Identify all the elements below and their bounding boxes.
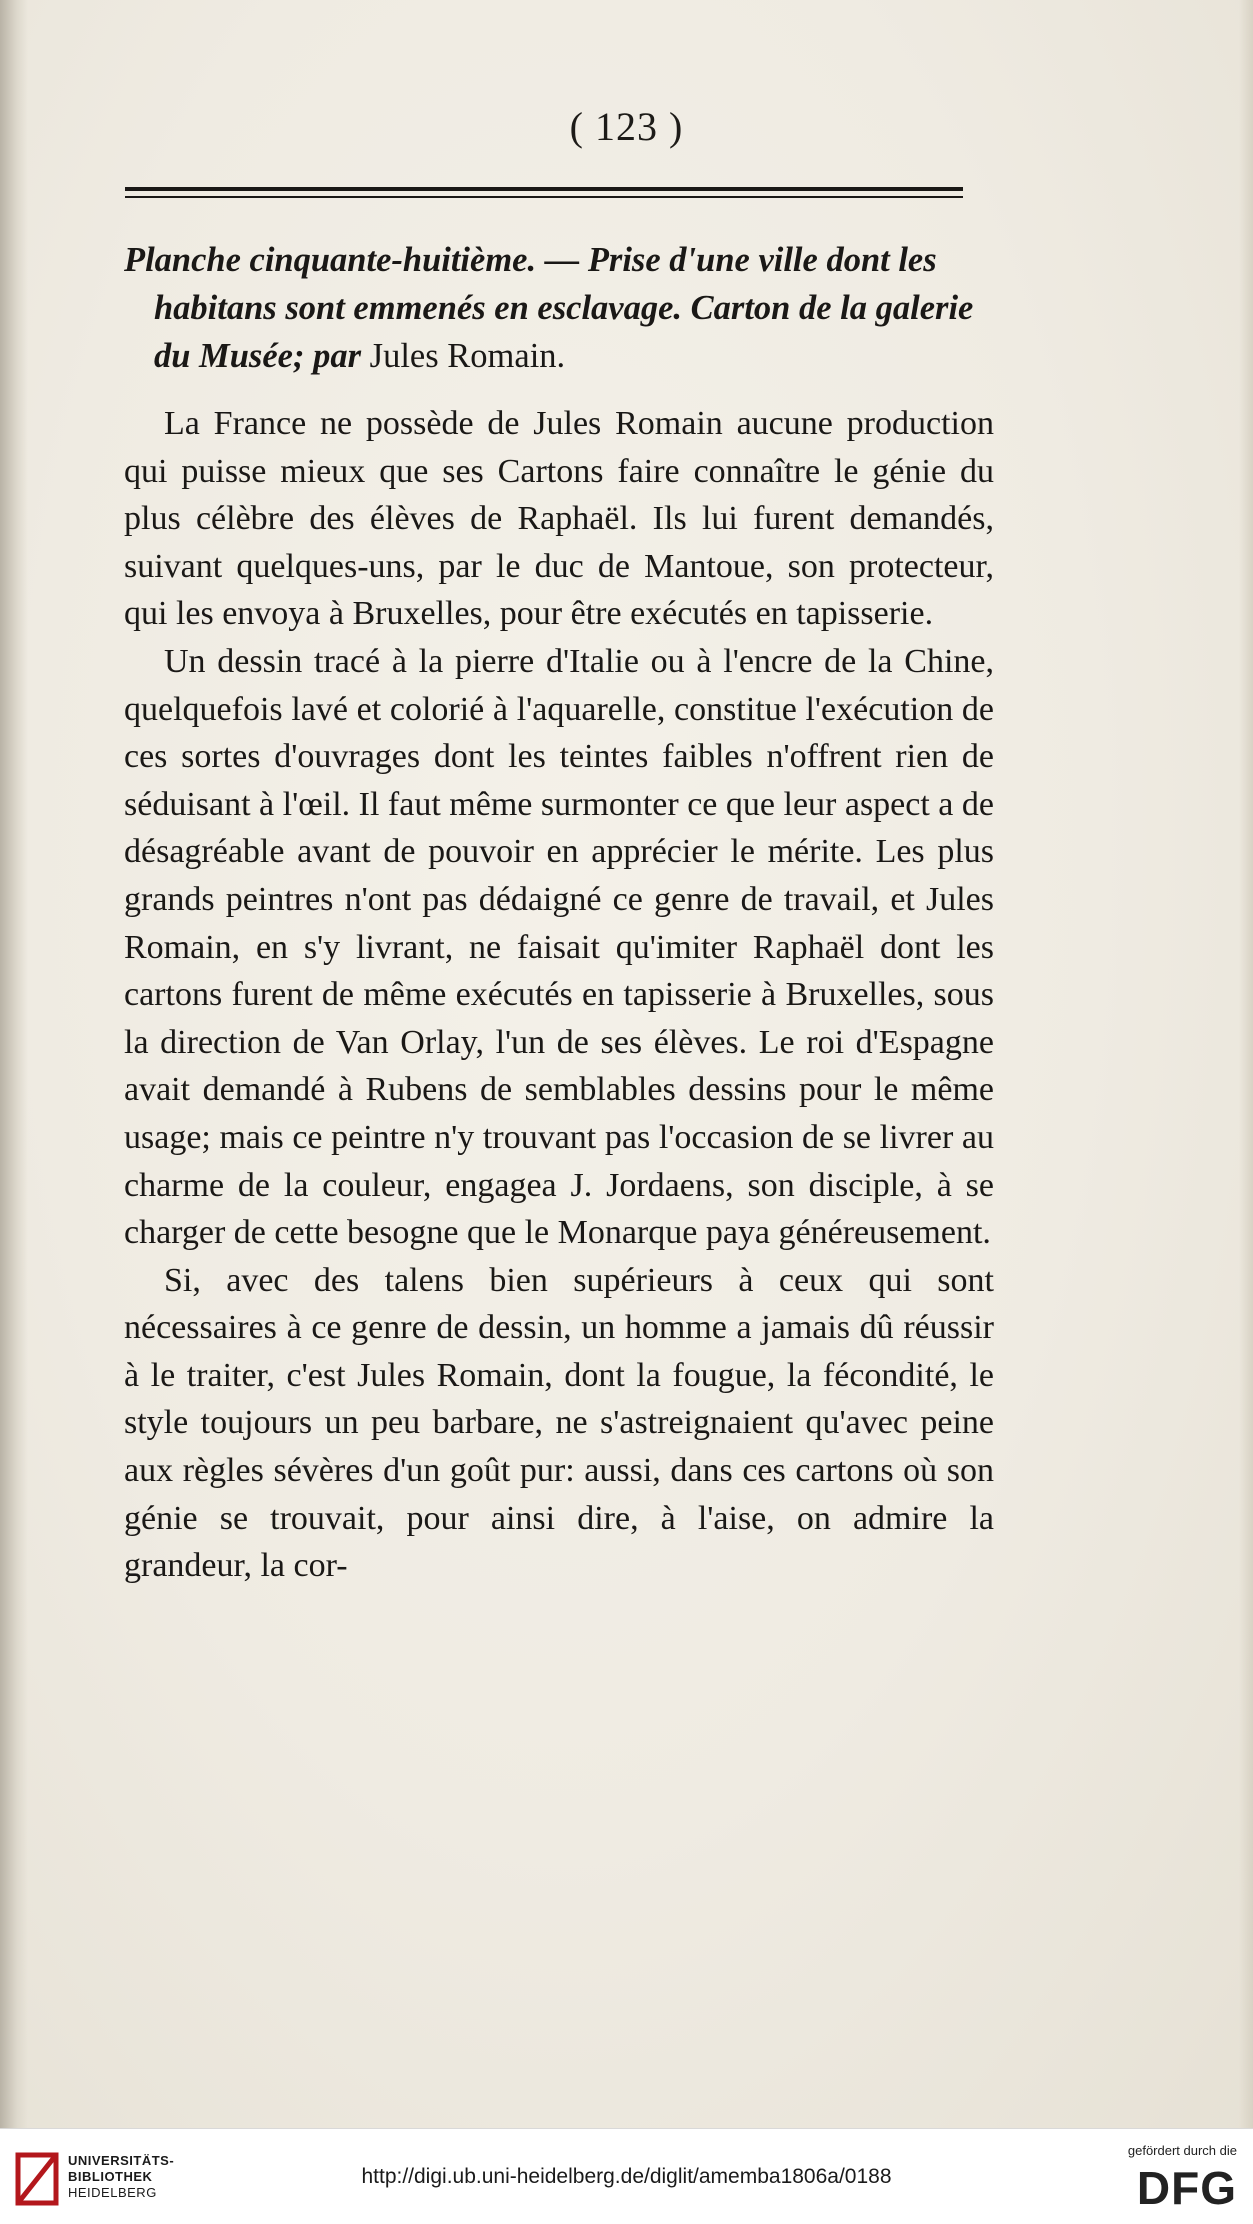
binding-shadow xyxy=(0,0,28,2128)
library-line-2: BIBLIOTHEK xyxy=(68,2169,153,2184)
paragraph-3: Si, avec des talens bien supérieurs à ceux qui sont nécessaires à ce genre de dessin, un homme a jamais dû réussir à le traiter, c'est Jules Romain, dont la fougue, la fécondité, le style toujours un peu barbare, ne s'astreignaient qu'avec peine aux règles sévères d'un goût pur: aussi, dans ces cartons où son génie se trouvait, pour ainsi dire, à l'aise, on admire la grandeur, la cor- xyxy=(124,1261,994,1585)
page-edge xyxy=(1239,0,1253,2128)
body-text xyxy=(124,400,994,1590)
header-rule-thick xyxy=(125,187,963,191)
title-line-3 xyxy=(124,332,994,380)
title-line-2: habitans sont emmenés en esclavage. Carton de la galerie xyxy=(154,289,974,327)
dfg-logo[interactable]: DFG xyxy=(1136,2162,1237,2214)
plate-title xyxy=(124,236,994,380)
library-line-3: HEIDELBERG xyxy=(68,2185,157,2200)
title-line-3-author: Jules Romain. xyxy=(369,337,566,375)
funding-caption: gefördert durch die xyxy=(1127,2143,1237,2158)
title-line-3-italic: du Musée; par xyxy=(154,337,362,375)
permalink-url[interactable]: http://digi.ub.uni-heidelberg.de/diglit/amemba1806a/0188 xyxy=(361,2165,892,2188)
paragraph-2: Un dessin tracé à la pierre d'Italie ou à l'encre de la Chine, quelquefois lavé et colorié à l'aquarelle, constitue l'exécution de ces sortes d'ouvrages dont les teintes faibles n'offrent rien de séduisant à l'œil. Il faut même surmonter ce que leur aspect a de désagréable avant de pouvoir en apprécier le mérite. Les plus grands peintres n'ont pas dédaigné ce genre de travail, et Jules Romain, en s'y livrant, ne faisait qu'imiter Raphaël dont les cartons furent de même exécutés en tapisserie à Bruxelles, sous la direction de Van Orlay, l'un de ses élèves. Le roi d'Espagne avait demandé à Rubens de semblables dessins pour le même usage; mais ce peintre n'y trouvant pas l'occasion de se livrer au charme de la couleur, engagea J. Jordaens, son disciple, à se charger de cette besogne que le Monarque paya généreusement. xyxy=(124,642,994,1252)
page-number: ( 123 ) xyxy=(569,104,684,149)
header-rule-thin xyxy=(125,196,963,198)
title-line-1: Planche cinquante-huitième. — Prise d'une ville dont les xyxy=(124,241,937,279)
paragraph-1: La France ne possède de Jules Romain aucune production qui puisse mieux que ses Cartons faire connaître le génie du plus célèbre des élèves de Raphaël. Ils lui furent demandés, suivant quelques-uns, par le duc de Mantoue, son protecteur, qui les envoya à Bruxelles, pour être exécutés en tapisserie. xyxy=(124,405,994,633)
library-line-1: UNIVERSITÄTS- xyxy=(68,2153,175,2168)
viewer-footer xyxy=(0,2128,1253,2224)
